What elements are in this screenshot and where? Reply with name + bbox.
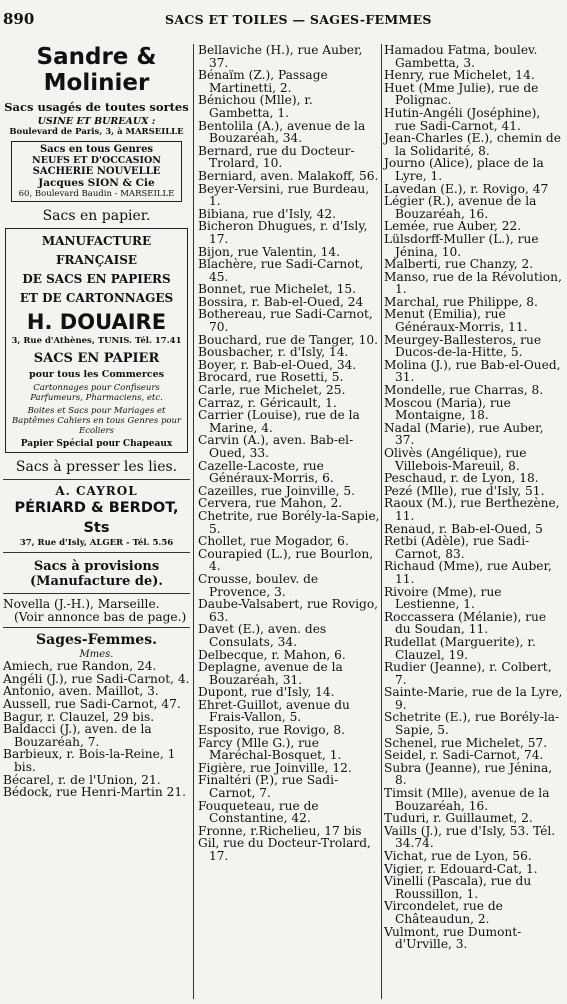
list-item: Delbecque, r. Mahon, 6. <box>198 647 346 662</box>
divider <box>3 552 190 553</box>
list-item: Daube-Valsabert, rue Rovigo, 63. <box>198 597 379 624</box>
list-item: Manso, rue de la Révolution, 1. <box>384 269 562 297</box>
column-1 <box>3 44 190 799</box>
list-item: Cervera, rue Mahon, 2. <box>198 496 343 511</box>
list-item: Bellaviche (H.), rue Auber, 37. <box>198 43 363 70</box>
list-item: Timsit (Mlle), avenue de la Bouzaréah, 16. <box>384 786 550 813</box>
list-item: Esposito, rue Rovigo, 8. <box>198 723 345 738</box>
list-item: Hutin-Angéli (Joséphine), rue Sadi-Carnot, 41. <box>384 105 541 133</box>
list-item: Journo (Alice), place de la Lyre, 1. <box>384 156 544 183</box>
divider <box>3 593 190 594</box>
list-item: Chollet, rue Mogador, 6. <box>198 534 349 549</box>
list-item: Marchal, rue Philippe, 8. <box>384 294 538 309</box>
ad-sion <box>11 141 182 202</box>
list-item: Carrier (Louise), rue de la Marine, 4. <box>198 408 360 435</box>
list-item: Nadal (Marie), rue Auber, 37. <box>384 420 544 448</box>
list-item: Pezé (Mlle), rue d'Isly, 51. <box>384 483 545 498</box>
list-item: Davet (E.), aven. des Consulats, 34. <box>198 622 327 649</box>
column-rule-1 <box>193 44 194 999</box>
list-item: Aussell, rue Sadi-Carnot, 47. <box>3 696 181 711</box>
list-item: Rudier (Jeanne), r. Colbert, 7. <box>384 660 552 687</box>
list-item: Bernard, rue du Docteur-Trolard, 10. <box>198 143 355 171</box>
list-item: Angéli (J.), rue Sadi-Carnot, 4. <box>3 671 190 686</box>
ad-sandre-molinier <box>3 44 190 137</box>
list-item: Huet (Mme Julie), rue de Polignac. <box>384 80 539 108</box>
list-item: Vigier, r. Edouard-Cat, 1. <box>384 861 538 876</box>
list-item: Vaills (J.), rue d'Isly, 53. Tél. 34.74. <box>384 823 556 851</box>
list-item: Bouchard, rue de Tanger, 10. <box>198 332 379 347</box>
list-item: Vulmont, rue Dumont-d'Urville, 3. <box>384 924 522 952</box>
list-item: Beyer-Versini, rue Burdeau, 1. <box>198 181 370 209</box>
section-heading: Sacs à provisions (Manufacture de). <box>30 559 163 589</box>
ad-line: Cartonnages pour Confiseurs Parfumeurs, Pharmaciens, etc. <box>30 383 163 403</box>
ad-line: ET DE CARTONNAGES <box>19 291 174 305</box>
list-item: Mondelle, rue Charras, 8. <box>384 383 544 398</box>
list-item: Chetrite, rue Borély-la-Sapie, 5. <box>198 508 380 536</box>
ad-title: Sandre & Molinier <box>36 44 157 96</box>
ad-line: Sacs en tous Genres <box>39 144 154 155</box>
list-item: Jean-Charles (E.), chemin de la Solidarité, 8. <box>384 131 561 158</box>
list-item: Bousbacher, r. d'Isly, 14. <box>198 345 349 360</box>
list-item: Fronne, r.Richelieu, 17 bis <box>198 823 362 838</box>
list-item: Schetrite (E.), rue Borély-la-Sapie, 5. <box>384 710 560 738</box>
list-item: Ehret-Guillot, avenue du Frais-Vallon, 5. <box>198 697 350 725</box>
column-3 <box>384 44 565 951</box>
list-item: Novella (J.-H.), Marseille. (Voir annonce bas de page.) <box>3 597 187 624</box>
list-item: Amiech, rue Randon, 24. <box>3 659 157 674</box>
list-item: Boyer, r. Bab-el-Oued, 34. <box>198 357 357 372</box>
list-item: Carraz, r. Géricault, 1. <box>198 395 337 410</box>
ad-line: Boites et Sacs pour Mariages et Baptêmes Cahiers en tous Genres pour Ecoliers <box>11 406 182 436</box>
entry-list <box>3 660 190 799</box>
list-item: Rudellat (Marguerite), r. Clauzel, 19. <box>384 634 536 662</box>
list-item: Baldacci (J.), aven. de la Bouzaréah, 7. <box>3 722 152 749</box>
ad-line: H. DOUAIRE <box>26 310 167 334</box>
ad-line: PÉRIARD & BERDOT, Sts <box>14 500 179 536</box>
list-item: Berniard, aven. Malakoff, 56. <box>198 168 379 183</box>
list-item: Moscou (Maria), rue Montaigne, 18. <box>384 395 511 423</box>
section-heading: Sages-Femmes. <box>36 632 157 649</box>
list-item: Figière, rue Joinville, 12. <box>198 760 352 775</box>
ad-line: NEUFS ET D'OCCASION <box>32 155 161 166</box>
list-item: Bossira, r. Bab-el-Oued, 24 <box>198 294 364 309</box>
divider <box>3 627 190 628</box>
list-item: Bagur, r. Clauzel, 29 bis. <box>3 709 155 724</box>
list-item: Bécarel, r. de l'Union, 21. <box>3 772 161 787</box>
ad-line: A. CAYROL <box>55 484 138 498</box>
honorific-label: Mmes. <box>79 649 114 661</box>
list-item: Bentolila (A.), avenue de la Bouzaréah, 34. <box>198 118 366 146</box>
list-item: Bénaïm (Z.), Passage Martinetti, 2. <box>198 68 328 95</box>
list-item: Lavedan (E.), r. Rovigo, 47 <box>384 181 549 196</box>
column-rule-2 <box>381 44 382 999</box>
list-item: Légier (R.), avenue de la Bouzaréah, 16. <box>384 194 537 221</box>
list-item: Brocard, rue Rosetti, 5. <box>198 370 344 385</box>
list-item: Courapied (L.), rue Bourlon, 4. <box>198 546 374 574</box>
column-2 <box>198 44 380 863</box>
list-item: Retbi (Adèle), rue Sadi-Carnot, 83. <box>384 534 530 561</box>
list-item: Cazelle-Lacoste, rue Généraux-Morris, 6. <box>198 458 334 486</box>
list-item: Henry, rue Michelet, 14. <box>384 68 535 83</box>
section-heading: Sacs à presser les lies. <box>15 459 178 475</box>
list-item: Lülsdorff-Muller (L.), rue Jénina, 10. <box>384 231 539 259</box>
ad-douaire <box>5 228 188 453</box>
list-item: Bicheron Dhugues, r. d'Isly, 17. <box>198 219 368 246</box>
list-item: Bothereau, rue Sadi-Carnot, 70. <box>198 307 373 335</box>
list-item: Molina (J.), rue Bab-el-Oued, 31. <box>384 357 561 385</box>
list-item: Finaltéri (P.), rue Sadi-Carnot, 7. <box>198 773 339 801</box>
list-item: Bibiana, rue d'Isly, 42. <box>198 206 336 221</box>
list-item: Cazeilles, rue Joinville, 5. <box>198 483 356 498</box>
list-item: Farcy (Mlle G.), rue Maréchal-Bosquet, 1. <box>198 735 342 763</box>
list-item: Carle, rue Michelet, 25. <box>198 383 346 398</box>
list-item: Gil, rue du Docteur-Trolard, 17. <box>198 836 371 863</box>
ad-line: 60, Boulevard Baudin - MARSEILLE <box>18 189 175 199</box>
list-item: Menut (Emilia), rue Généraux-Morris, 11. <box>384 307 528 335</box>
list-item: Lemée, rue Auber, 22. <box>384 219 522 234</box>
list-item: Schenel, rue Michelet, 57. <box>384 735 548 750</box>
ad-line: 37, Rue d'Isly, ALGER - Tél. 5.56 <box>19 538 174 548</box>
list-item: Dupont, rue d'Isly, 14. <box>198 685 335 700</box>
page-number: 890 <box>3 10 35 28</box>
list-item: Hamadou Fatma, boulev. Gambetta, 3. <box>384 43 538 70</box>
list-item: Carvin (A.), aven. Bab-el-Oued, 33. <box>198 433 354 460</box>
list-item: Antonio, aven. Maillot, 3. <box>3 684 159 699</box>
ad-line: 3, Rue d'Athènes, TUNIS. Tél. 17.41 <box>11 336 182 346</box>
divider <box>3 479 190 480</box>
ad-line: MANUFACTURE FRANÇAISE <box>41 234 152 267</box>
list-item: Sainte-Marie, rue de la Lyre, 9. <box>384 685 563 712</box>
ad-line: Sacs usagés de toutes sortes <box>4 100 189 114</box>
list-item: Barbieux, r. Bois-la-Reine, 1 bis. <box>3 747 176 774</box>
list-item: Vichat, rue de Lyon, 56. <box>384 849 532 863</box>
list-item: Seidel, r. Sadi-Carnot, 74. <box>384 748 544 763</box>
ad-cayrol <box>3 484 190 548</box>
list-item: Malberti, rue Chanzy, 2. <box>384 257 534 272</box>
list-item: Bijon, rue Valentin, 14. <box>198 244 341 259</box>
list-item: Rivoire (Mme), rue Lestienne, 1. <box>384 584 502 612</box>
list-item: Subra (Jeanne), rue Jénina, 8. <box>384 760 553 788</box>
section-heading: Sacs en papier. <box>42 208 151 224</box>
ad-line: Jacques SION & Cie <box>38 177 155 189</box>
list-item: Vircondelet, rue de Châteaudun, 2. <box>384 899 503 926</box>
list-item: Vinelli (Pascala), rue du Roussillon, 1. <box>384 874 532 901</box>
list-item: Olivès (Angélique), rue Villebois-Mareuil, 8. <box>384 446 527 473</box>
list-item: Bonnet, rue Michelet, 15. <box>198 282 357 297</box>
running-head: SACS ET TOILES — SAGES-FEMMES <box>165 12 432 27</box>
list-item: Deplagne, avenue de la Bouzaréah, 31. <box>198 660 343 687</box>
ad-line: Papier Spécial pour Chapeaux <box>20 439 173 449</box>
list-item: Crousse, boulev. de Provence, 3. <box>198 571 319 599</box>
list-item: Tuduri, r. Guillaumet, 2. <box>384 811 533 826</box>
ad-line: SACHERIE NOUVELLE <box>32 166 161 177</box>
ad-line: DE SACS EN PAPIERS <box>22 272 171 286</box>
ad-line: SACS EN PAPIER <box>33 351 160 366</box>
ad-line: pour tous les Commerces <box>28 369 165 380</box>
list-item: Bédock, rue Henri-Martin 21. <box>3 785 187 800</box>
list-item: Blachère, rue Sadi-Carnot, 45. <box>198 257 364 284</box>
list-item: Peschaud, r. de Lyon, 18. <box>384 471 539 486</box>
list-item: Renaud, r. Bab-el-Oued, 5 <box>384 521 543 536</box>
list-item: Roccassera (Mélanie), rue du Soudan, 11. <box>384 609 547 637</box>
list-item: Bénichou (Mlle), r. Gambetta, 1. <box>198 93 313 120</box>
list-item: Raoux (M.), rue Berthezène, 11. <box>384 496 560 523</box>
page-header <box>0 0 567 30</box>
list-item: Meurgey-Ballesteros, rue Ducos-de-la-Hitte, 5. <box>384 332 542 360</box>
ad-line: Boulevard de Paris, 3, à MARSEILLE <box>9 127 184 137</box>
ad-line: USINE ET BUREAUX : <box>37 116 156 127</box>
list-item: Richaud (Mme), rue Auber, 11. <box>384 559 552 586</box>
list-item: Fouqueteau, rue de Constantine, 42. <box>198 798 319 826</box>
